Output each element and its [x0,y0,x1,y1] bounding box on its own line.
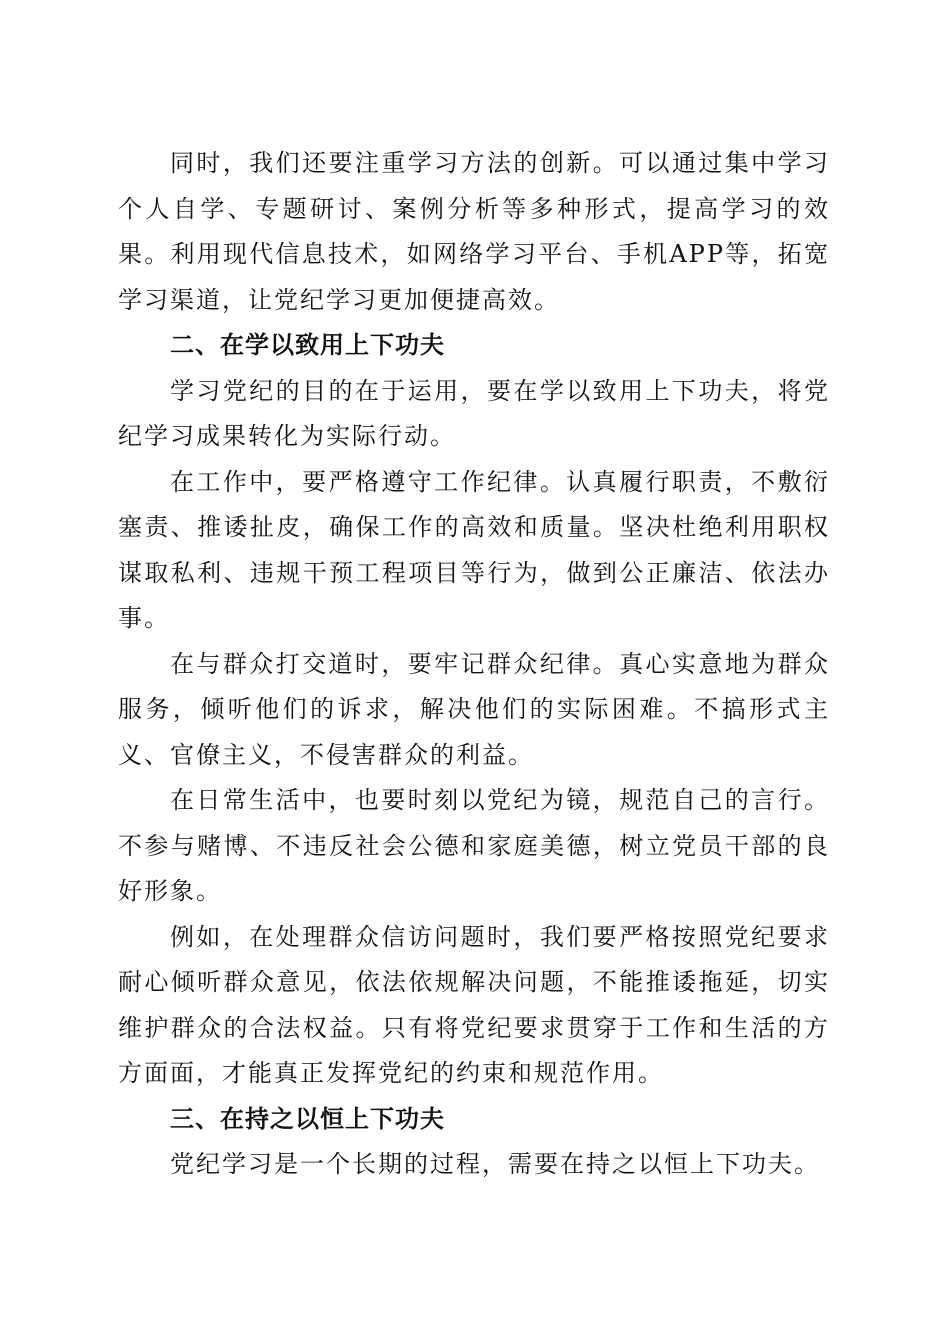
paragraph-learning-methods: 同时，我们还要注重学习方法的创新。可以通过集中学习个人自学、专题研讨、案例分析等多种形式，提高学习的效果。利用现代信息技术，如网络学习平台、手机APP等，拓宽学习渠道，让党纪学习更加便捷高效。 [118,149,830,314]
section-heading-three: 三、在持之以恒上下功夫 [170,1104,445,1133]
paragraph-work-discipline: 在工作中，要严格遵守工作纪律。认真履行职责，不敷衍塞责、推诿扯皮，确保工作的高效和质量。坚决杜绝利用职权谋取私利、违规干预工程项目等行为，做到公正廉洁、依法办事。 [118,467,830,632]
paragraph-long-term: 党纪学习是一个长期的过程，需要在持之以恒上下功夫。 [170,1150,820,1178]
paragraph-mass-discipline: 在与群众打交道时，要牢记群众纪律。真心实意地为群众服务，倾听他们的诉求，解决他们的实际困难。不搞形式主义、官僚主义，不侵害群众的利益。 [118,649,830,769]
paragraph-purpose: 学习党纪的目的在于运用，要在学以致用上下功夫，将党纪学习成果转化为实际行动。 [118,376,830,450]
paragraph-example: 例如，在处理群众信访问题时，我们要严格按照党纪要求耐心倾听群众意见，依法依规解决问题，不能推诿拖延，切实维护群众的合法权益。只有将党纪要求贯穿于工作和生活的方方面面，才能真正发挥党纪的约束和规范作用。 [118,922,830,1087]
document-body [118,141,830,1188]
paragraph-daily-life: 在日常生活中，也要时刻以党纪为镜，规范自己的言行。不参与赌博、不违反社会公德和家庭美德，树立党员干部的良好形象。 [118,786,830,905]
section-heading-two: 二、在学以致用上下功夫 [170,331,445,359]
